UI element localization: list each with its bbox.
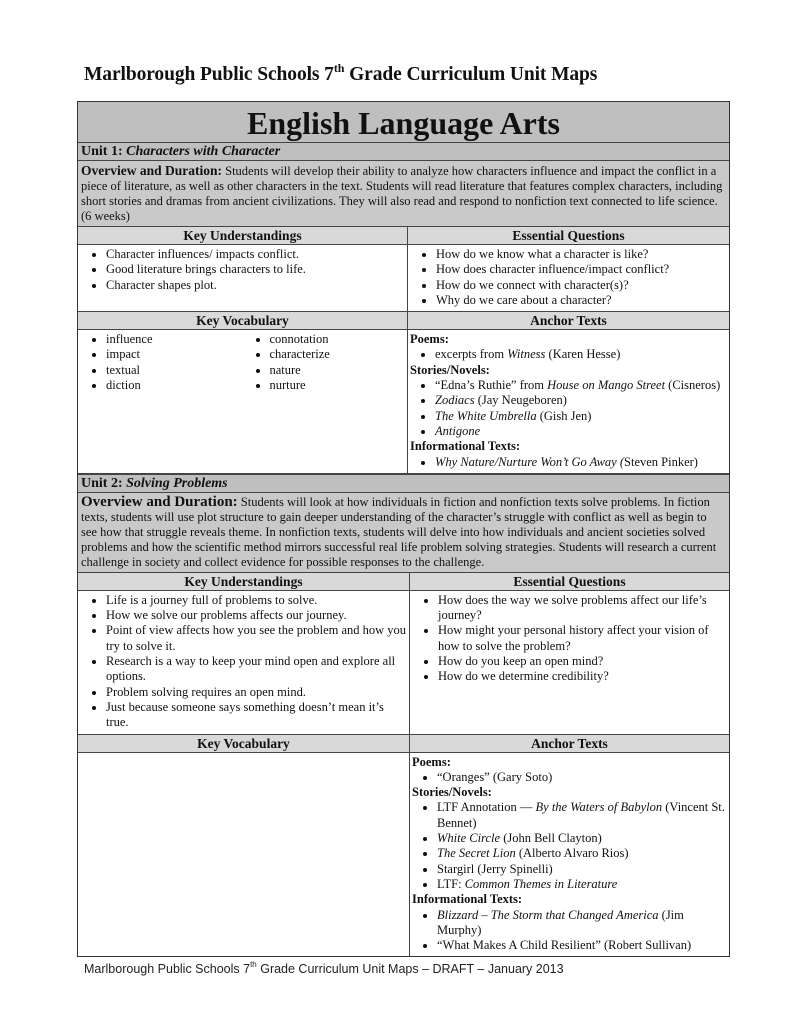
anchor-text-item: • Antigone	[435, 424, 727, 439]
list-item: • How might your personal history affect your vision of how to solve the problem?	[438, 623, 727, 654]
informational-texts-label: Informational Texts:	[412, 892, 523, 907]
unit-label: Unit 1:	[81, 144, 127, 159]
key-vocabulary-cell	[78, 753, 410, 957]
essential-questions-cell	[408, 245, 729, 311]
anchor-text-item: • Stargirl (Jerry Spinelli)	[437, 862, 727, 877]
overview-text: Students will develop their ability to analyze how characters influence and impact the conflict in a piece of literature, as well as other characters in the text. Students will read literature that features complex characters, including short stories and dramas from ancient civilizations. They will also read and respond to nonfiction text connected to life science. (6 weeks)	[81, 164, 723, 223]
unit-1-content-row-1	[78, 245, 729, 312]
list-item: • How do we connect with character(s)?	[436, 278, 727, 293]
vocabulary-column-2	[242, 332, 406, 393]
list-item: • Research is a way to keep your mind open and explore all options.	[106, 654, 407, 685]
poems-list	[408, 347, 727, 362]
stories-list	[408, 378, 727, 439]
footer-text: Marlborough Public Schools 7	[84, 962, 251, 976]
unit-title: Solving Problems	[126, 475, 228, 491]
unit-title: Characters with Character	[126, 144, 281, 159]
key-vocabulary-header: Key Vocabulary	[78, 735, 410, 752]
vocab-word: • diction	[106, 378, 242, 393]
key-understandings-cell	[78, 591, 410, 734]
anchor-text-item: • “Edna’s Ruthie” from House on Mango Street (Cisneros)	[435, 378, 727, 393]
vocabulary-column-1	[78, 332, 242, 393]
title-superscript: th	[333, 61, 345, 75]
list-item: • Point of view affects how you see the problem and how you try to solve it.	[106, 623, 407, 654]
anchor-texts-cell	[408, 330, 729, 473]
list-item: • How we solve our problems affects our journey.	[106, 608, 407, 623]
poems-label: Poems:	[412, 754, 451, 769]
vocab-word: • nature	[270, 363, 406, 378]
anchor-text-item: • Blizzard – The Storm that Changed America (Jim Murphy)	[437, 908, 727, 939]
overview-label: Overview and Duration:	[81, 493, 238, 510]
informational-list	[410, 908, 727, 954]
anchor-text-item: • The White Umbrella (Gish Jen)	[435, 409, 727, 424]
unit-1-content-row-2	[78, 330, 729, 474]
list-item: • Life is a journey full of problems to solve.	[106, 593, 407, 608]
anchor-text-item: • Why Nature/Nurture Won’t Go Away (Steven Pinker)	[435, 455, 727, 470]
title-text-suffix: Grade Curriculum Unit Maps	[344, 64, 598, 85]
unit-label: Unit 2:	[81, 475, 127, 491]
essential-questions-header: Essential Questions	[408, 227, 729, 244]
essential-questions-list	[408, 247, 727, 308]
document-title	[84, 61, 598, 86]
poems-label: Poems:	[410, 332, 449, 347]
unit-2-overview	[78, 493, 729, 573]
informational-list	[408, 455, 727, 470]
subject-heading: English Language Arts	[78, 102, 729, 143]
overview-text: Students will look at how individuals in fiction and nonfiction texts solve problems. In fiction texts, students will use plot structure to gain deeper understanding of the character’s struggle with conflict as well as begin to see how that struggle reveals theme. In nonfiction texts, students will delve into how individuals and ancient societies solved problems and how the scientific method mirrors successful real life problem solving strategies. Students will research a current challenge in society and collect evidence for possible responses to the challenge.	[81, 494, 717, 569]
anchor-text-item: • Zodiacs (Jay Neugeboren)	[435, 393, 727, 408]
key-understandings-header: Key Understandings	[78, 227, 408, 244]
anchor-texts-header: Anchor Texts	[410, 735, 729, 752]
key-vocabulary-header: Key Vocabulary	[78, 312, 408, 329]
unit-1-overview	[78, 161, 729, 227]
anchor-text-item: • LTF: Common Themes in Literature	[437, 877, 727, 892]
stories-novels-label: Stories/Novels:	[412, 785, 492, 800]
curriculum-table	[77, 101, 730, 957]
unit-2-content-row-1	[78, 591, 729, 735]
title-text: Marlborough Public Schools 7	[84, 64, 334, 85]
unit-1-headers-row-1	[78, 227, 729, 245]
key-vocabulary-cell	[78, 330, 408, 473]
unit-2-headers-row-2	[78, 735, 729, 753]
essential-questions-header: Essential Questions	[410, 573, 729, 590]
anchor-text-item: • excerpts from Witness (Karen Hesse)	[435, 347, 727, 362]
unit-2-headers-row-1	[78, 573, 729, 591]
list-item: • How do we know what a character is like?	[436, 247, 727, 262]
list-item: • How do you keep an open mind?	[438, 654, 727, 669]
unit-2-content-row-2	[78, 753, 729, 957]
essential-questions-list	[410, 593, 727, 685]
anchor-text-item: • The Secret Lion (Alberto Alvaro Rios)	[437, 846, 727, 861]
list-item: • Character influences/ impacts conflict.	[106, 247, 405, 262]
anchor-text-item: • White Circle (John Bell Clayton)	[437, 831, 727, 846]
list-item: • Just because someone says something doesn’t mean it’s true.	[106, 700, 407, 731]
list-item: • Character shapes plot.	[106, 278, 405, 293]
vocab-word: • connotation	[270, 332, 406, 347]
list-item: • Problem solving requires an open mind.	[106, 685, 407, 700]
vocab-word: • influence	[106, 332, 242, 347]
anchor-text-item: • LTF Annotation — By the Waters of Babylon (Vincent St. Bennet)	[437, 800, 727, 831]
anchor-texts-cell	[410, 753, 729, 957]
key-understandings-list	[78, 593, 407, 731]
poems-list	[410, 770, 727, 785]
overview-label: Overview and Duration:	[81, 163, 222, 178]
stories-list	[410, 800, 727, 892]
anchor-text-item: • “Oranges” (Gary Soto)	[437, 770, 727, 785]
anchor-text-item: • “What Makes A Child Resilient” (Robert Sullivan)	[437, 938, 727, 953]
list-item: • How does the way we solve problems affect our life’s journey?	[438, 593, 727, 624]
unit-1-heading	[78, 143, 729, 161]
essential-questions-cell	[410, 591, 729, 734]
anchor-texts-header: Anchor Texts	[408, 312, 729, 329]
list-item: • How do we determine credibility?	[438, 669, 727, 684]
unit-1-headers-row-2	[78, 312, 729, 330]
list-item: • How does character influence/impact conflict?	[436, 262, 727, 277]
key-understandings-list	[78, 247, 405, 293]
vocab-word: • characterize	[270, 347, 406, 362]
vocab-word: • nurture	[270, 378, 406, 393]
page-footer	[84, 962, 564, 976]
list-item: • Good literature brings characters to life.	[106, 262, 405, 277]
footer-superscript: th	[250, 960, 257, 969]
unit-2-heading	[78, 474, 729, 493]
stories-novels-label: Stories/Novels:	[410, 362, 490, 377]
key-understandings-cell	[78, 245, 408, 311]
footer-text-suffix: Grade Curriculum Unit Maps – DRAFT – January 2013	[256, 962, 564, 976]
key-understandings-header: Key Understandings	[78, 573, 410, 590]
vocab-word: • textual	[106, 363, 242, 378]
vocab-word: • impact	[106, 347, 242, 362]
informational-texts-label: Informational Texts:	[410, 439, 521, 454]
list-item: • Why do we care about a character?	[436, 293, 727, 308]
